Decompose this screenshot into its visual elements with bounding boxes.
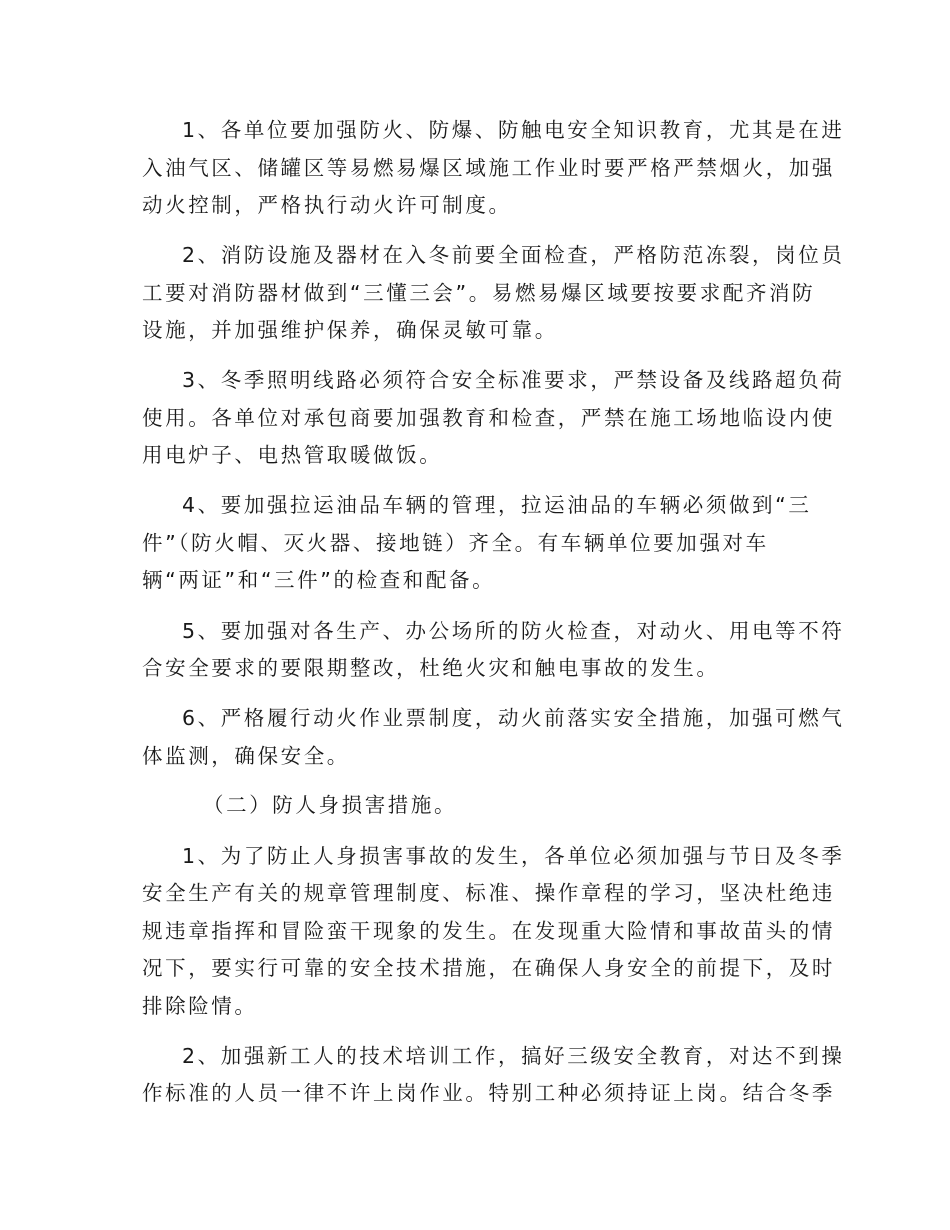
text-line: 2、加强新工人的技术培训工作，搞好三级安全教育，对达不到操 bbox=[182, 1044, 845, 1068]
text-line: 况下，要实行可靠的安全技术措施，在确保人身安全的前提下，及时 bbox=[142, 956, 835, 980]
text-line: 排除险情。 bbox=[142, 994, 258, 1018]
text-line: 2、消防设施及器材在入冬前要全面检查，严格防范冻裂，岗位员 bbox=[182, 243, 845, 267]
text-line: 体监测，确保安全。 bbox=[142, 744, 350, 768]
text-line: 5、要加强对各生产、办公场所的防火检查，对动火、用电等不符 bbox=[182, 619, 845, 643]
text-line: 作标准的人员一律不许上岗作业。特别工种必须持证上岗。结合冬季 bbox=[142, 1081, 835, 1105]
text-line: 3、冬季照明线路必须符合安全标准要求，严禁设备及线路超负荷 bbox=[182, 368, 845, 392]
text-line: 工要对消防器材做到“三懂三会”。易燃易爆区域要按要求配齐消防 bbox=[142, 281, 816, 305]
text-line: 4、要加强拉运油品车辆的管理，拉运油品的车辆必须做到“三 bbox=[182, 493, 812, 517]
text-line: 使用。各单位对承包商要加强教育和检查，严禁在施工场地临设内使 bbox=[142, 406, 835, 430]
text-line: 入油气区、储罐区等易燃易爆区域施工作业时要严格严禁烟火，加强 bbox=[142, 156, 835, 180]
text-line: 1、为了防止人身损害事故的发生，各单位必须加强与节日及冬季 bbox=[182, 844, 845, 868]
text-line: 件”（防火帽、灭火器、接地链）齐全。有车辆单位要加强对车 bbox=[142, 531, 769, 555]
text-line: 6、严格履行动火作业票制度，动火前落实安全措施，加强可燃气 bbox=[182, 706, 845, 730]
text-line: 用电炉子、电热管取暖做饭。 bbox=[142, 443, 443, 467]
section-heading: （二）防人身损害措施。 bbox=[203, 793, 458, 817]
text-line: 辆“两证”和“三件”的检查和配备。 bbox=[142, 568, 496, 592]
text-line: 安全生产有关的规章管理制度、标准、操作章程的学习，坚决杜绝违 bbox=[142, 881, 835, 905]
text-line: 1、各单位要加强防火、防爆、防触电安全知识教育，尤其是在进 bbox=[182, 118, 845, 142]
text-line: 设施，并加强维护保养，确保灵敏可靠。 bbox=[142, 318, 558, 342]
text-line: 合安全要求的要限期整改，杜绝火灾和触电事故的发生。 bbox=[142, 656, 720, 680]
text-line: 动火控制，严格执行动火许可制度。 bbox=[142, 193, 512, 217]
text-line: 规违章指挥和冒险蛮干现象的发生。在发现重大险情和事故苗头的情 bbox=[142, 919, 835, 943]
